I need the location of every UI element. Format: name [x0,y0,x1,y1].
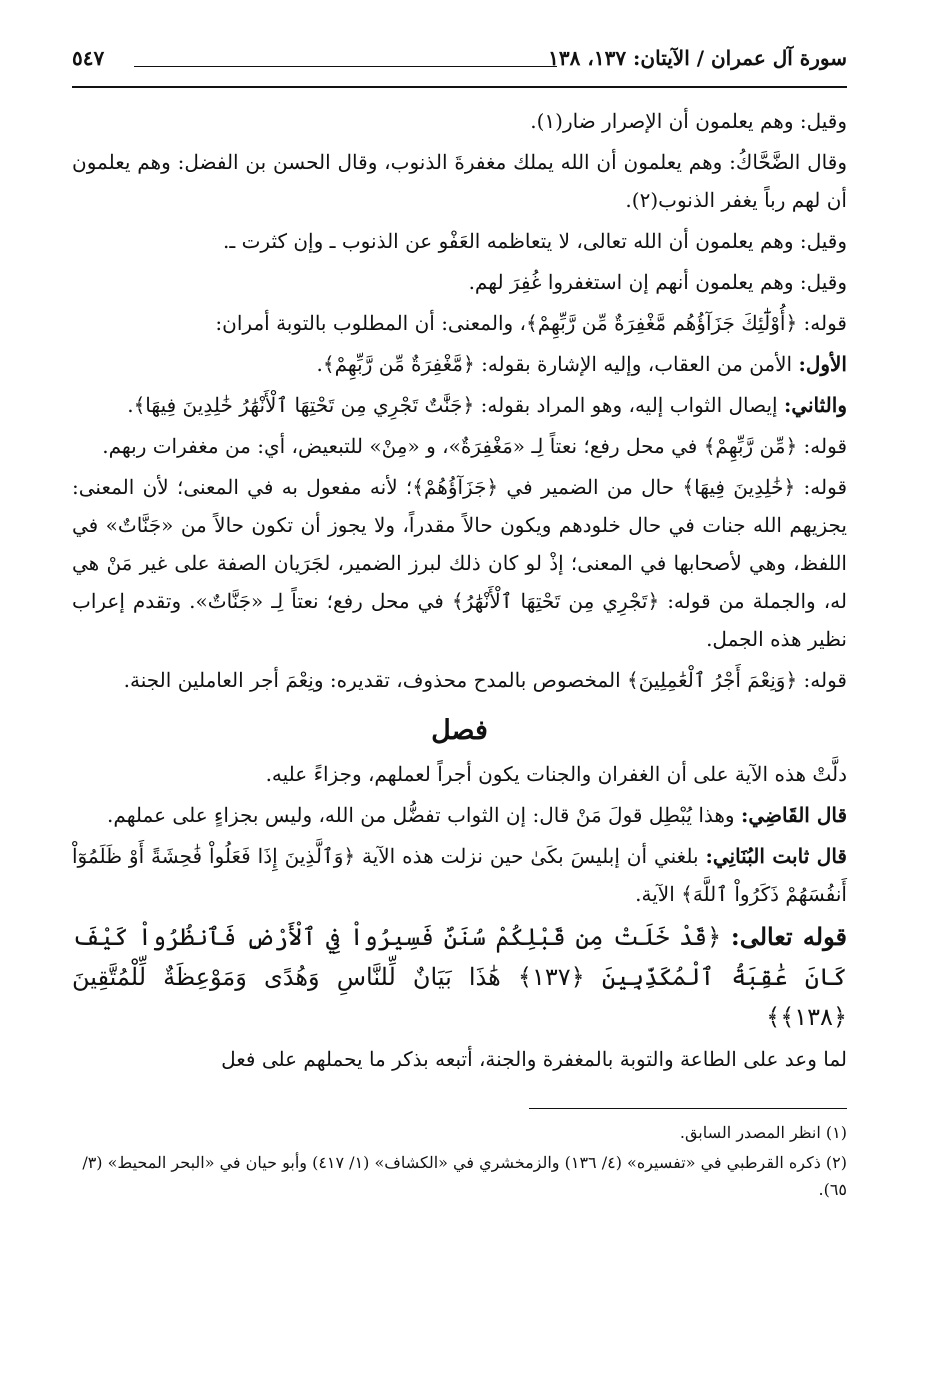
paragraph-7 [72,386,847,424]
paragraph-9 [72,468,847,658]
verse-text: ﴿قَدْ خَلَتْ مِن قَبْلِكُمْ سُنَنٌ فَسِيرُواْ فِي ٱلْأَرْضِ فَٱنظُرُواْ كَيْفَ كَانَ عَٰقِبَةُ ٱلْمُكَذِّبِينَ ﴿١٣٧﴾ هَٰذَا بَيَانٌ لِّلنَّاسِ وَهُدًى وَمَوْعِظَةٌ لِّلْمُتَّقِينَ ﴿١٣٨﴾﴾ [72,923,848,1031]
paragraph-text: وقيل: وهم يعلمون أنهم إن استغفروا غُفِرَ لهم. [468,270,847,294]
running-title: سورة آل عمران / الآيتان: ١٣٧، ١٣٨ [548,46,847,70]
paragraph-text: قوله: ﴿وَنِعْمَ أَجْرُ ٱلْعَٰمِلِينَ﴾ المخصوص بالمدح محذوف، تقديره: ونِعْمَ أجر العاملين الجنة. [123,668,847,692]
paragraph-text: قوله: ﴿خَٰلِدِينَ فِيهَا﴾ حال من الضمير في ﴿جَزَآؤُهُمْ﴾؛ لأنه مفعول به في المعنى؛ لأن المعنى: يجزيهم الله جنات في حال خلودهم ويكون حالاً مقدراً، ولا يجوز أن تكون حالاً من «جَنَّاتٌ» في اللفظ، وهي لأصحابها في المعنى؛ إذْ لو كان ذلك لبرز الضمير، لجَرَيان الصفة على غير مَنْ هي له، والجملة من قوله: ﴿تَجْرِي مِن تَحْتِهَا ٱلْأَنْهَٰرُ﴾ في محل رفع؛ نعتاً لِـ «جَنَّاتٌ». وتقدم إعراب نظير هذه الجمل. [72,475,847,651]
paragraph-10 [72,661,847,699]
paragraph-text: الأمن من العقاب، وإليه الإشارة بقوله: ﴿مَّغْفِرَةٌ مِّن رَّبِّهِمْ﴾. [316,352,793,376]
paragraph-5 [72,304,847,342]
section-paragraph-2 [72,796,847,834]
page-header [72,40,847,88]
footnote-divider [529,1108,847,1109]
paragraph-1 [72,102,847,140]
paragraph-text: وقيل: وهم يعلمون أن الله تعالى، لا يتعاظمه العَفْو عن الذنوب ـ وإن كثرت ـ. [223,229,847,253]
footnote-2: (٢) ذكره القرطبي في «تفسيره» (٤/ ١٣٦) والزمخشري في «الكشاف» (١/ ٤١٧) وأبو حيان في «البحر المحيط» (٣/ ٦٥). [82,1153,847,1199]
book-page [72,40,847,1350]
section-paragraph-3 [72,837,847,913]
paragraph-3 [72,222,847,260]
page-number: ٥٤٧ [72,46,105,70]
paragraph-2 [72,143,847,219]
paragraph-text: وقال الضَّحَّاكُ: وهم يعلمون أن الله يملك مغفرةَ الذنوب، وقال الحسن بن الفضل: وهم يعلمون أن لهم رباً يغفر الذنوب(٢). [72,150,847,212]
closing-paragraph [72,1040,847,1078]
paragraph-text: إيصال الثواب إليه، وهو المراد بقوله: ﴿جَنَّٰتٌ تَجْرِي مِن تَحْتِهَا ٱلْأَنْهَٰرُ خَٰلِدِينَ فِيهَا﴾. [127,393,778,417]
paragraph-text: دلَّتْ هذه الآية على أن الغفران والجنات يكون أجراً لعملهم، وجزاءً عليه. [265,762,847,786]
paragraph-6 [72,345,847,383]
footnote-1: (١) انظر المصدر السابق. [679,1123,847,1142]
paragraph-4 [72,263,847,301]
paragraph-lead: قال القَاضِي: [740,803,847,827]
paragraph-8 [72,427,847,465]
paragraph-lead: قال ثابت البُنَانِي: [705,844,847,868]
paragraph-text: بلغني أن إبليسَ بكَىٰ حين نزلت هذه الآية ﴿وَٱلَّذِينَ إِذَا فَعَلُواْ فَٰحِشَةً أَوْ ظَلَمُوٓاْ أَنفُسَهُمْ ذَكَرُواْ ٱللَّهَ﴾ الآية. [72,844,847,906]
paragraph-lead: والثاني: [783,393,847,417]
paragraph-text: قوله: ﴿مِّن رَّبِّهِمْ﴾ في محل رفع؛ نعتاً لِـ «مَغْفِرَةٌ»، و «مِنْ» للتبعيض، أي: من مغفرات ربهم. [102,434,847,458]
verse-block [72,917,847,1037]
section-heading: فصل [431,715,488,746]
main-text [72,102,847,1203]
paragraph-text: وهذا يُبْطِل قولَ مَنْ قال: إن الثواب تفضُّل من الله، وليس بجزاءٍ على عملهم. [107,803,735,827]
section-paragraph-1 [72,755,847,793]
header-divider [134,66,557,67]
paragraph-text: وقيل: وهم يعلمون أن الإصرار ضار(١). [530,109,847,133]
paragraph-lead: الأول: [798,352,847,376]
paragraph-text: لما وعد على الطاعة والتوبة بالمغفرة والجنة، أتبعه بذكر ما يحملهم على فعل [221,1047,847,1071]
verse-lead: قوله تعالى: [730,922,847,951]
paragraph-text: قوله: ﴿أُوْلَٰٓئِكَ جَزَآؤُهُم مَّغْفِرَةٌ مِّن رَّبِّهِمْ﴾، والمعنى: أن المطلوب بالتوبة أمران: [215,311,847,335]
